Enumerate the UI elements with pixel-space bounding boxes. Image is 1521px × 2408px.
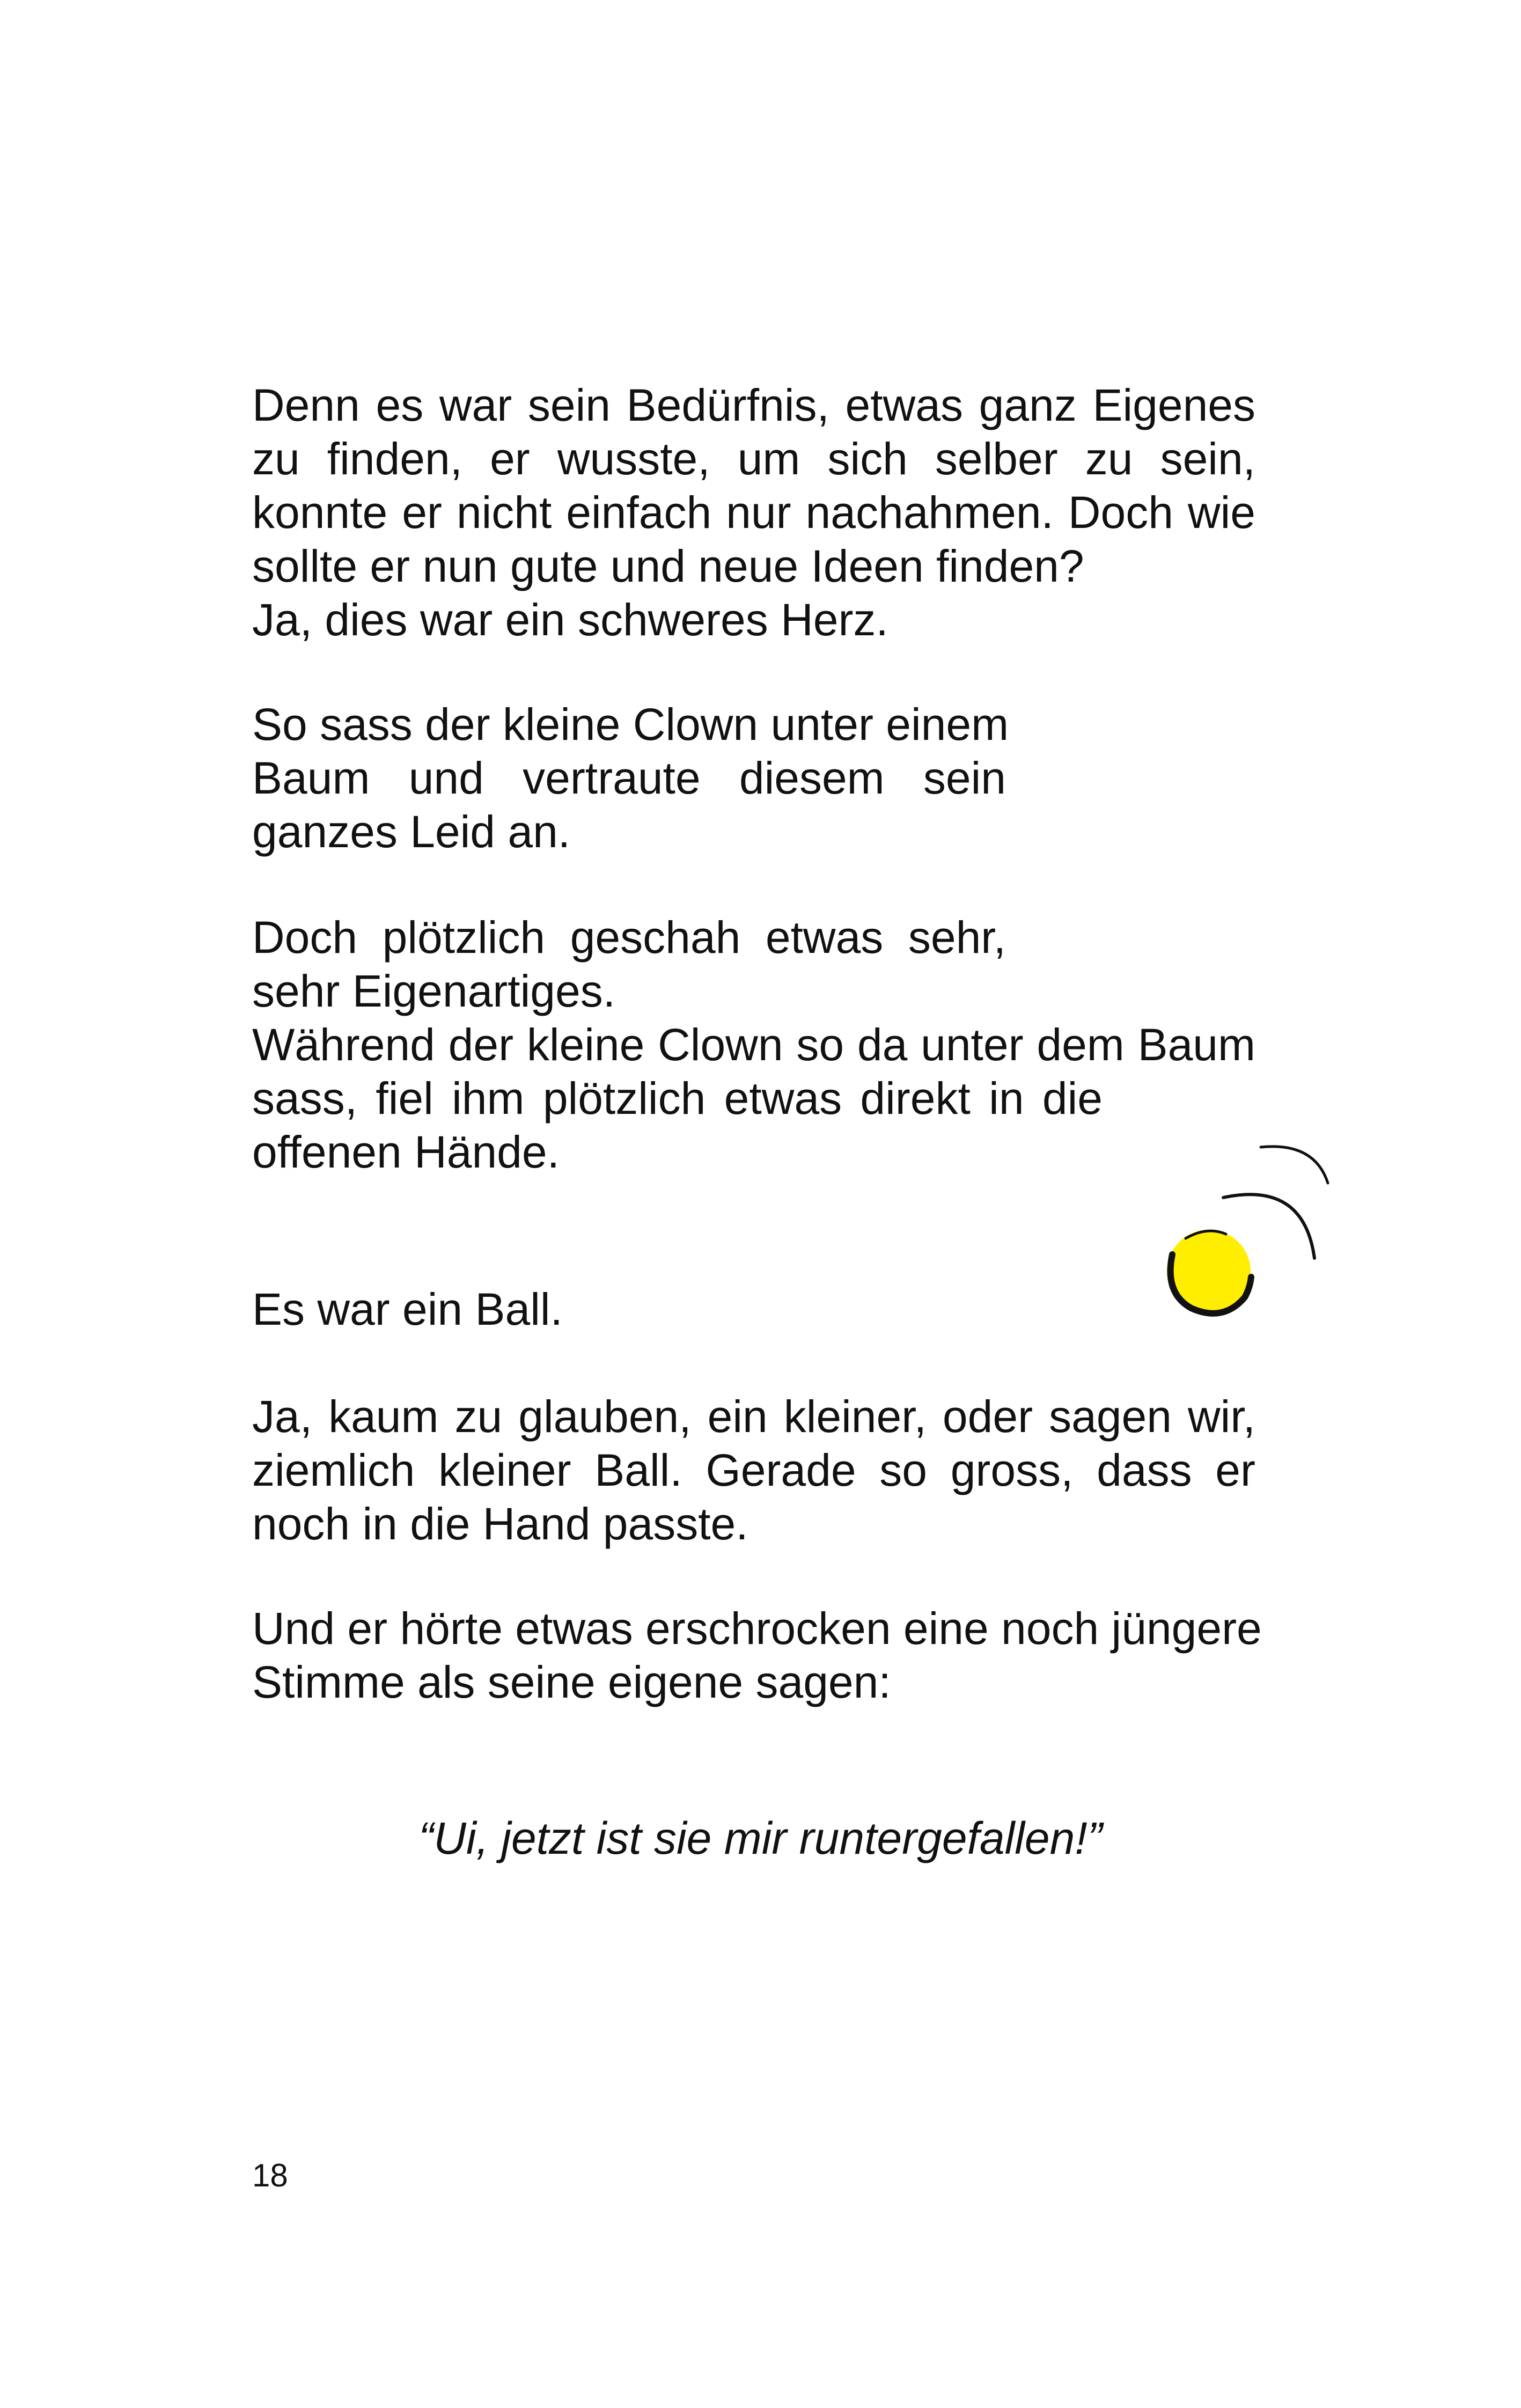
paragraph-4 <box>252 1282 563 1336</box>
text-line: sass, fiel ihm plötzlich etwas direkt in die <box>252 1073 1103 1124</box>
text-line: ganzes Leid an. <box>252 806 571 857</box>
text-line: Ja, kaum zu glauben, ein kleiner, oder sagen wir, <box>252 1391 1255 1442</box>
text-line: sollte er nun gute und neue Ideen finden? <box>252 541 1084 591</box>
text-line: Baum und vertraute diesem sein <box>252 753 1006 803</box>
text-line: Denn es war sein Bedürfnis, etwas ganz Eigenes <box>252 380 1255 430</box>
text-line: So sass der kleine Clown unter einem <box>252 699 1009 750</box>
quote: “Ui, jetzt ist sie mir runtergefallen!” <box>418 1813 1103 1863</box>
paragraph-2 <box>252 698 1009 858</box>
falling-ball-illustration <box>1153 1137 1336 1331</box>
text-line: Doch plötzlich geschah etwas sehr, <box>252 912 1006 963</box>
paragraph-1 <box>252 378 1255 647</box>
text-line: Stimme als seine eigene sagen: <box>252 1657 891 1707</box>
text-line: konnte er nicht einfach nur nachahmen. Doch wie <box>252 487 1255 538</box>
text-line: Ja, dies war ein schweres Herz. <box>252 594 888 645</box>
motion-line <box>1261 1147 1328 1183</box>
text-line: offenen Hände. <box>252 1127 560 1177</box>
text-line: sehr Eigenartiges. <box>252 966 616 1016</box>
paragraph-3 <box>252 911 1255 1179</box>
text-line: ziemlich kleiner Ball. Gerade so gross, dass er <box>252 1445 1255 1495</box>
text-line: noch in die Hand passte. <box>252 1499 748 1549</box>
page-number: 18 <box>252 2157 288 2193</box>
paragraph-5 <box>252 1390 1255 1551</box>
text-line: Und er hörte etwas erschrocken eine noch jüngere <box>252 1603 1262 1654</box>
text-line: Es war ein Ball. <box>252 1284 563 1334</box>
paragraph-6 <box>252 1602 1262 1709</box>
text-line: zu finden, er wusste, um sich selber zu sein, <box>252 434 1255 484</box>
text-line: Während der kleine Clown so da unter dem Baum <box>252 1019 1255 1070</box>
